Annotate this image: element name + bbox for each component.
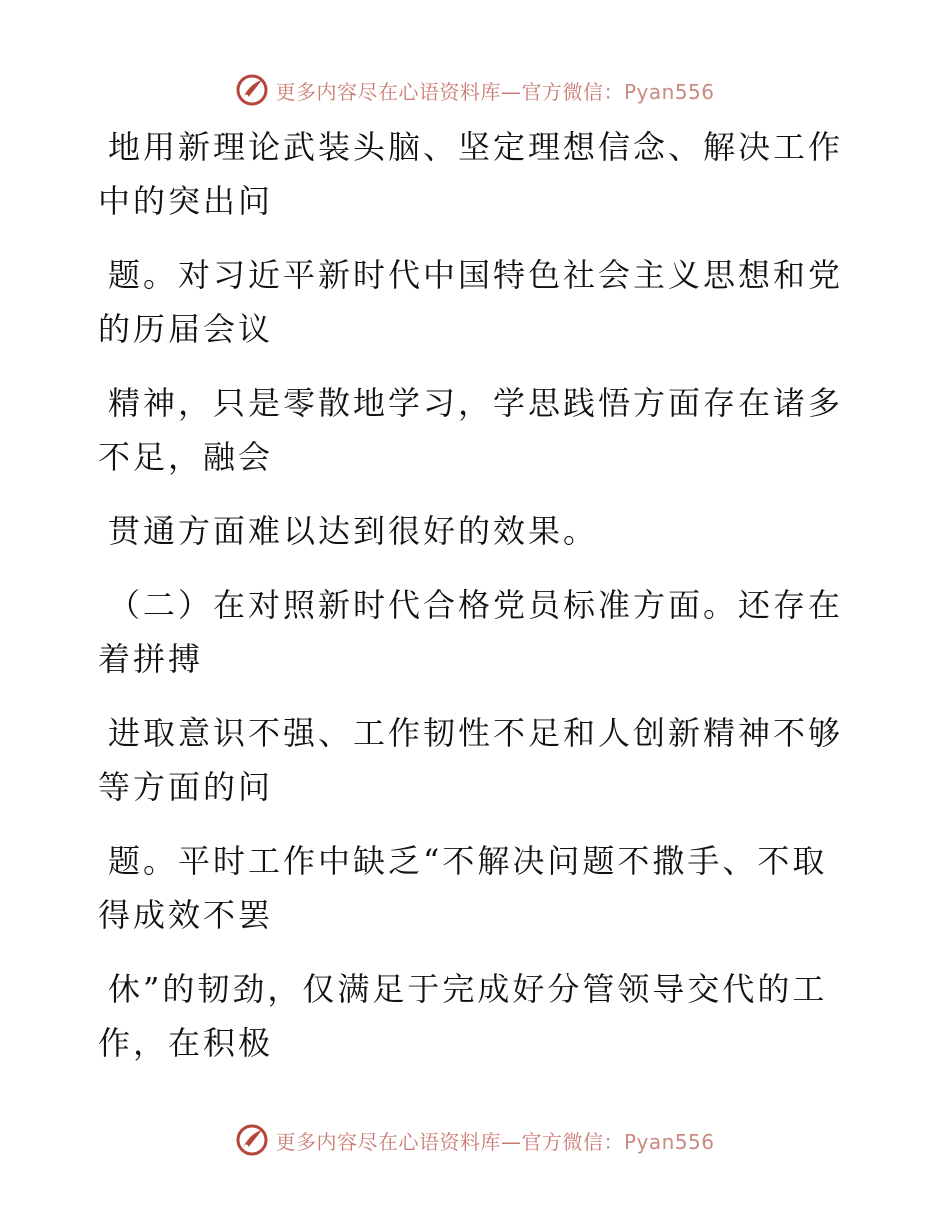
watermark-wechat-id: Pyan556 [623, 1129, 715, 1154]
paragraph: 题。平时工作中缺乏“不解决问题不撒手、不取 得成效不罢 [98, 842, 828, 934]
paragraph: 地用新理论武装头脑、坚定理想信念、解决工作 中的突出问 [98, 128, 844, 220]
brush-logo-icon [235, 73, 269, 107]
watermark-text: 更多内容尽在心语资料库—官方微信：Pyan556 [275, 79, 715, 104]
paragraph: 精神，只是零散地学习，学思践悟方面存在诸多 不足，融会 [98, 384, 844, 476]
watermark-text: 更多内容尽在心语资料库—官方微信：Pyan556 [275, 1129, 715, 1154]
header-watermark [0, 70, 950, 110]
paragraph: 贯通方面难以达到很好的效果。 [108, 512, 599, 550]
footer-watermark [0, 1120, 950, 1160]
watermark-wechat-id: Pyan556 [623, 79, 715, 104]
paragraph: 休”的韧劲，仅满足于完成好分管领导交代的工 作，在积极 [98, 970, 828, 1062]
document-body [98, 120, 844, 1090]
section-heading-paragraph: （二）在对照新时代合格党员标准方面。还存在 着拼搏 [98, 586, 844, 678]
paragraph: 题。对习近平新时代中国特色社会主义思想和党 的历届会议 [98, 256, 844, 348]
brush-logo-icon [235, 1123, 269, 1157]
paragraph: 进取意识不强、工作韧性不足和人创新精神不够 等方面的问 [98, 714, 844, 806]
